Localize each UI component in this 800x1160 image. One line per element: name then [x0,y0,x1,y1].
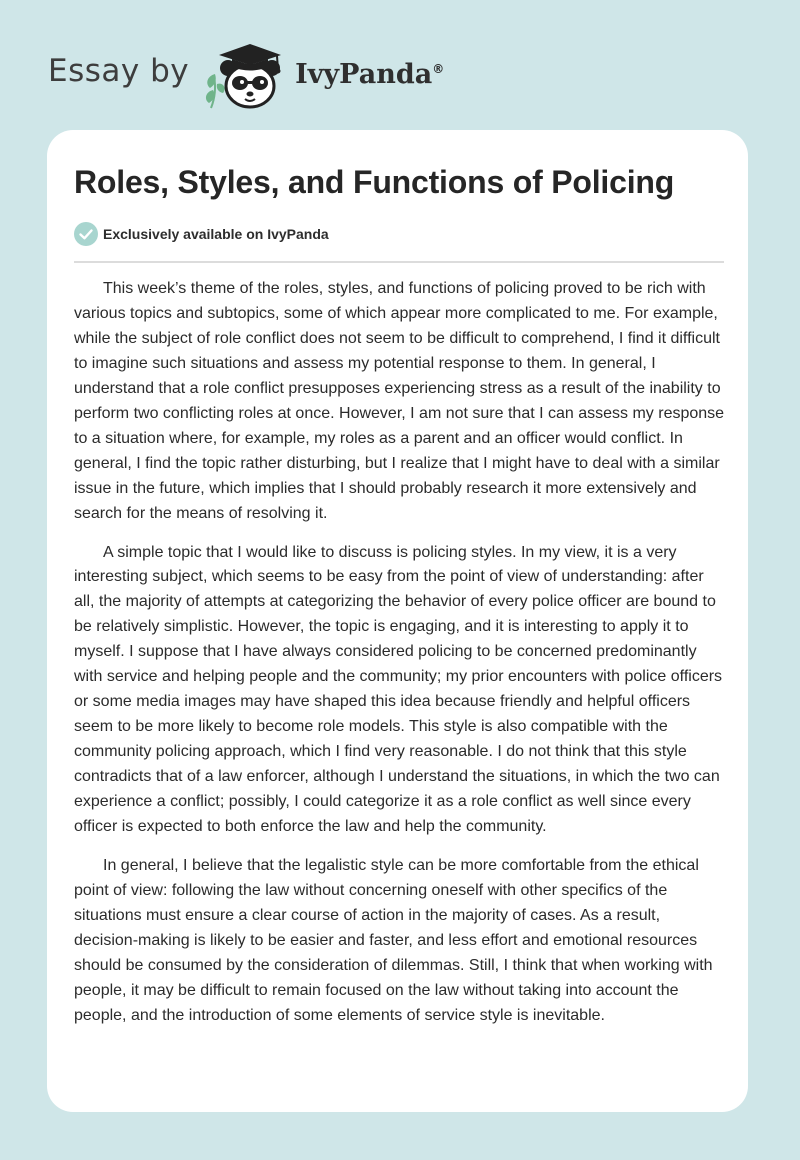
brand-name[interactable]: IvyPanda® [295,58,445,90]
exclusive-badge [74,222,329,246]
divider [74,261,724,263]
essay-by-label: Essay by [48,53,190,89]
panda-logo-icon[interactable] [201,32,293,112]
page-title: Roles, Styles, and Functions of Policing [74,164,675,200]
check-circle-icon [74,222,98,246]
availability-text: Exclusively available on IvyPanda [103,226,329,242]
registered-mark: ® [432,61,445,76]
site-header [48,32,444,112]
essay-body [74,277,726,1043]
essay-card [47,130,748,1112]
paragraph: In general, I believe that the legalistic style can be more comfortable from the ethical point of view: following the law without concerning oneself with other specifics of the situations must ensure a clear course of action in the majority of cases. As a result, decision-making is likely to be easier and faster, and less effort and emotional resources should be consumed by the consideration of dilemmas. Still, I think that when working with people, it may be difficult to remain focused on the law without taking into account the people, and the introduction of some elements of service style is inevitable. [74,856,713,1024]
paragraph: A simple topic that I would like to discuss is policing styles. In my view, it is a very interesting subject, which seems to be easy from the point of view of understanding: after all, the majority of attempts at categorizing the behavior of every police officer are bound to be relatively simplistic. However, the topic is engaging, and it is interesting to apply it to myself. I suppose that I have always considered policing to be concerned predominantly with service and helping people and the community; my prior encounters with police officers or some media images may have shaped this idea because friendly and helpful officers seem to be more likely to become role models. This style is also compatible with the community policing approach, which I find very reasonable. I do not think that this style contradicts that of a law enforcer, although I understand the situations, in which the two can experience a conflict; possibly, I could categorize it as a role conflict as well since every officer is expected to both enforce the law and help the community. [74,543,723,836]
paragraph: This week’s theme of the roles, styles, and functions of policing proved to be rich with various topics and subtopics, some of which appear more complicated to me. For example, while the subject of role conflict does not seem to be difficult to comprehend, I find it difficult to imagine such situations and assess my potential response to them. In general, I understand that a role conflict presupposes experiencing stress as a result of the inability to perform two conflicting roles at once. However, I am not sure that I can assess my response to a situation where, for example, my roles as a parent and an officer would conflict. In general, I find the topic rather disturbing, but I realize that I might have to deal with a similar issue in the future, which implies that I should probably research it more extensively and search for the means of resolving it. [74,280,725,522]
